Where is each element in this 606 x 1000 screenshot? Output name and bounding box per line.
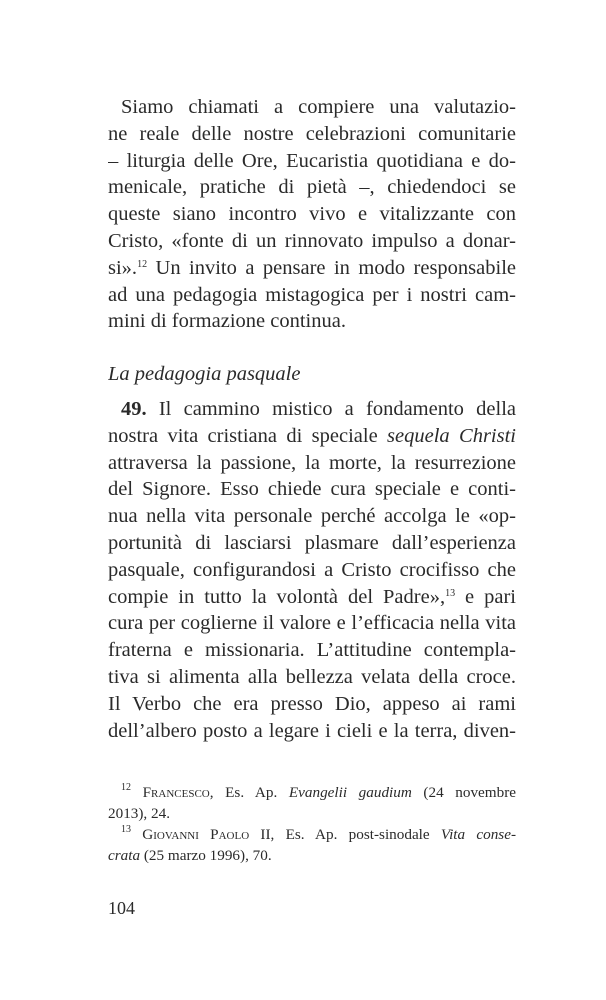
paragraph2-line-12: Il Verbo che era presso Dio, appeso ai rami <box>108 692 516 715</box>
paragraph2-line-8 <box>108 584 516 611</box>
paragraph1-line-5: queste siano incontro vivo e vitalizzante con <box>108 203 516 226</box>
paragraph1-line-1: Siamo chiamati a compiere una valutazio- <box>121 96 516 118</box>
paragraph2-line-2 <box>108 423 516 450</box>
paragraph1-line-7 <box>108 255 516 282</box>
section-heading: La pedagogia pasquale <box>108 363 301 386</box>
footnote-12-post: (24 novembre <box>411 784 516 802</box>
paragraph2-line-1 <box>108 396 516 423</box>
line7-text-pre: si». <box>108 256 138 279</box>
footnote-13-cont: (25 marzo 1996), 70. <box>140 847 272 865</box>
page-number: 104 <box>108 898 135 919</box>
footnote-mark-13: 13 <box>121 824 131 836</box>
footnote-13-title-cont: crata <box>108 847 141 865</box>
page-column <box>108 0 516 920</box>
footnote-12-line-2: 2013), 24. <box>108 805 171 823</box>
footnote-13-author-suffix: II <box>249 826 271 844</box>
paragraph-number: 49. <box>121 397 147 420</box>
paragraph2-line2-italic: sequela Christi <box>387 424 516 447</box>
paragraph1-line-9: mini di formazione continua. <box>108 310 346 333</box>
paragraph2-line-3: attraversa la passione, la morte, la resurrezione <box>108 451 516 474</box>
footnote-13-title: Vita conse- <box>440 826 516 844</box>
footnote-ref-12[interactable]: 12 <box>137 258 148 270</box>
paragraph1-line-8: ad una pedagogia mistagogica per i nostri cam- <box>108 283 516 306</box>
paragraph2-line-11: tiva si alimenta alla bellezza velata della croce. <box>108 665 516 688</box>
footnote-13-line-2 <box>108 845 516 866</box>
paragraph1-line-6: Cristo, «fonte di un rinnovato impulso a donar- <box>108 229 516 252</box>
footnote-13-author: Giovanni Paolo <box>142 826 250 844</box>
paragraph2-line-7: pasquale, configurandosi a Cristo crocifisso che <box>108 558 516 581</box>
footnote-mark-12: 12 <box>121 782 131 794</box>
footnote-12-pre: , Es. Ap. <box>209 784 289 802</box>
paragraph2-line-5: nua nella vita personale perché accolga le «op- <box>108 505 516 528</box>
line8-text-pre: compie in tutto la volontà del Padre», <box>108 585 446 608</box>
paragraph1-line-4: menicale, pratiche di pietà –, chiedendoci se <box>108 176 516 199</box>
paragraph2-line-9: cura per coglierne il valore e l’efficacia nella vita <box>108 612 516 635</box>
paragraph2-line-10: fraterna e missionaria. L’attitudine contempla- <box>108 639 516 662</box>
footnote-ref-13[interactable]: 13 <box>445 587 456 599</box>
paragraph2-line-13: dell’albero posto a legare i cieli e la terra, diven- <box>108 719 516 742</box>
footnote-12-line-1 <box>108 782 516 803</box>
line8-text-post: e pari <box>455 585 516 608</box>
footnote-12-title: Evangelii gaudium <box>288 784 412 802</box>
footnote-13-line-1 <box>108 824 516 845</box>
paragraph1-line-2: ne reale delle nostre celebrazioni comunitarie <box>108 122 516 145</box>
paragraph2-line2-text: nostra vita cristiana di speciale <box>108 424 388 447</box>
paragraph1-line-3: – liturgia delle Ore, Eucaristia quotidiana e do- <box>108 149 516 172</box>
footnote-13-pre: , Es. Ap. post-sinodale <box>270 826 441 844</box>
paragraph2-line-4: del Signore. Esso chiede cura speciale e conti- <box>108 478 516 501</box>
footnotes <box>108 782 516 866</box>
footnote-12-author: Francesco <box>142 784 210 802</box>
line7-text-post: Un invito a pensare in modo responsabile <box>147 256 516 279</box>
paragraph2-line1-text: Il cammino mistico a fondamento della <box>146 397 516 420</box>
main-text <box>108 94 516 744</box>
paragraph2-line-6: portunità di lasciarsi plasmare dall’esperienza <box>108 531 516 554</box>
